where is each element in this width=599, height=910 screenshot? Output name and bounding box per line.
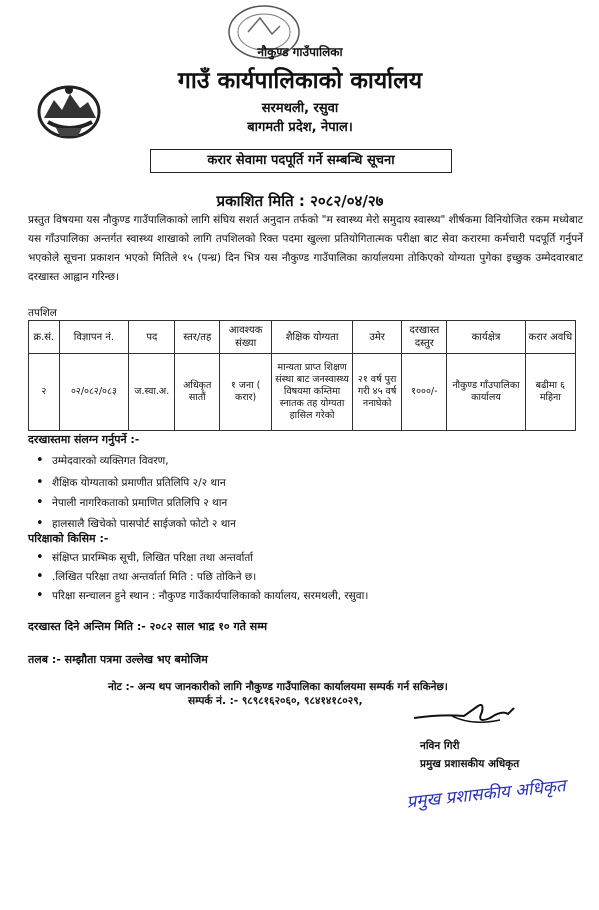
- table-cell: नौकुण्ड गाँउपालिका कार्यालय: [447, 354, 525, 431]
- column-header: पद: [129, 321, 175, 354]
- list-item: • नेपाली नागरिकताको प्रमाणित प्रतिलिपि २ थान: [52, 496, 227, 510]
- column-header: स्तर/तह: [175, 321, 220, 354]
- exam-heading: परिक्षाको किसिम :-: [28, 532, 109, 545]
- vacancy-table: [28, 320, 576, 431]
- salary-line: तलब :- सम्झौता पत्रमा उल्लेख भए बमोजिम: [28, 653, 208, 666]
- signatory-designation: प्रमुख प्रशासकीय अधिकृत: [420, 758, 520, 770]
- signatory-name: नविन गिरी: [420, 740, 460, 752]
- table-cell: ज.स्वा.अ.: [129, 354, 175, 431]
- list-item: • परिक्षा सन्चालन हुने स्थान : नौकुण्ड गाउँकार्यपालिकाको कार्यालय, सरमथली, रसुवा।: [52, 589, 368, 603]
- attachments-heading: दरखास्तमा संलग्न गर्नुपर्ने :-: [28, 433, 140, 446]
- notice-title: करार सेवामा पदपूर्ति गर्ने सम्बन्धि सूचना: [150, 149, 452, 173]
- published-date: प्रकाशित मिति : २०८२/०४/२७: [216, 192, 384, 210]
- deadline-line: दरखास्त दिने अन्तिम मिति :- २०८२ साल भाद्र १० गते सम्म: [28, 620, 268, 633]
- note-line: नोट :- अन्य थप जानकारीको लागि नौकुण्ड गाउँपालिका कार्यालयमा सम्पर्क गर्न सकिनेछ।: [108, 681, 448, 693]
- table-cell: २१ वर्ष पुरा गरी ४५ वर्ष ननाघेको: [352, 354, 401, 431]
- table-header-row: [29, 321, 576, 354]
- intro-paragraph: प्रस्तुत विषयमा यस नौकुण्ड गाउँपालिकाको लागि संघिय सशर्त अनुदान तर्फको "म स्वास्थ्य मेरो समुदाय स्वास्थ्य" शीर्षकमा विनियोजित रकम मध्येबाट यस गाँउपालिका अन्तर्गत स्वास्थ्य शाखाको लागि तपशिलको रिक्त पदमा खुल्ला प्रतियोगितात्मक परीक्षा बाट सेवा करारमा कर्मचारी पदपूर्ति गर्नुपर्ने भएकोले सूचना प्रकाशन भएको मितिले १५ (पन्ध्र) दिन भित्र यस नौकुण्ड गाउँपालिका कार्यालयमा तोकिएको योग्यता पुगेका इच्छुक उम्मेदवारबाट दरखास्त आह्वान गरिन्छ।: [28, 214, 584, 283]
- contact-line: सम्पर्क नं. :- ९८९८१६२०६०, ९८४१४१८०२९,: [188, 695, 363, 707]
- municipality-name: नौकुण्ड गाउँपालिका: [257, 45, 343, 59]
- list-item: • .लिखित परिक्षा तथा अन्तर्वार्ता मिति : पछि तोकिने छ।: [52, 570, 256, 584]
- tapsil-label: तपशिल: [28, 307, 57, 319]
- column-header: करार अवधि: [525, 321, 575, 354]
- office-title: गाउँ कार्यपालिकाको कार्यालय: [177, 68, 423, 94]
- column-header: कार्यक्षेत्र: [447, 321, 525, 354]
- signature-icon: [412, 696, 522, 732]
- svg-text:प्रमुख प्रशासकीय अधिकृत: प्रमुख प्रशासकीय अधिकृत: [405, 776, 567, 813]
- column-header: आवश्यक संख्या: [220, 321, 272, 354]
- table-cell: मान्यता प्राप्त शिक्षण संस्था बाट जनस्वास्थ्य विषयमा कम्तिमा स्नातक तह योग्यता हासिल गरेको: [272, 354, 353, 431]
- designation-stamp-icon: [400, 770, 575, 814]
- table-cell: २: [29, 354, 60, 431]
- table-cell: अधिकृत सातौं: [175, 354, 220, 431]
- list-item: • शैक्षिक योग्यताको प्रमाणीत प्रतिलिपि २/२ थान: [52, 476, 226, 490]
- column-header: क्र.सं.: [29, 321, 60, 354]
- column-header: उमेर: [352, 321, 401, 354]
- table-cell: १०००/-: [402, 354, 447, 431]
- table-row: [29, 354, 576, 431]
- office-address: सरमथली, रसुवा: [261, 101, 339, 116]
- list-item: • हालसालै खिचेको पासपोर्ट साईजको फोटो २ थान: [52, 517, 236, 531]
- column-header: दरखास्त दस्तुर: [402, 321, 447, 354]
- list-item: • उम्मेदवारको व्यक्तिगत विवरण,: [52, 454, 169, 468]
- province-line: बागमती प्रदेश, नेपाल।: [247, 120, 353, 135]
- table-cell: ०२/०८२/०८३: [59, 354, 129, 431]
- list-item: • संक्षिप्त प्रारम्भिक सूची, लिखित परिक्षा तथा अन्तर्वार्ता: [52, 551, 253, 565]
- table-cell: १ जना ( करार): [220, 354, 272, 431]
- column-header: शैक्षिक योग्यता: [272, 321, 353, 354]
- table-cell: बढीमा ६ महिना: [525, 354, 575, 431]
- government-emblem-icon: [36, 82, 102, 140]
- column-header: विज्ञापन नं.: [59, 321, 129, 354]
